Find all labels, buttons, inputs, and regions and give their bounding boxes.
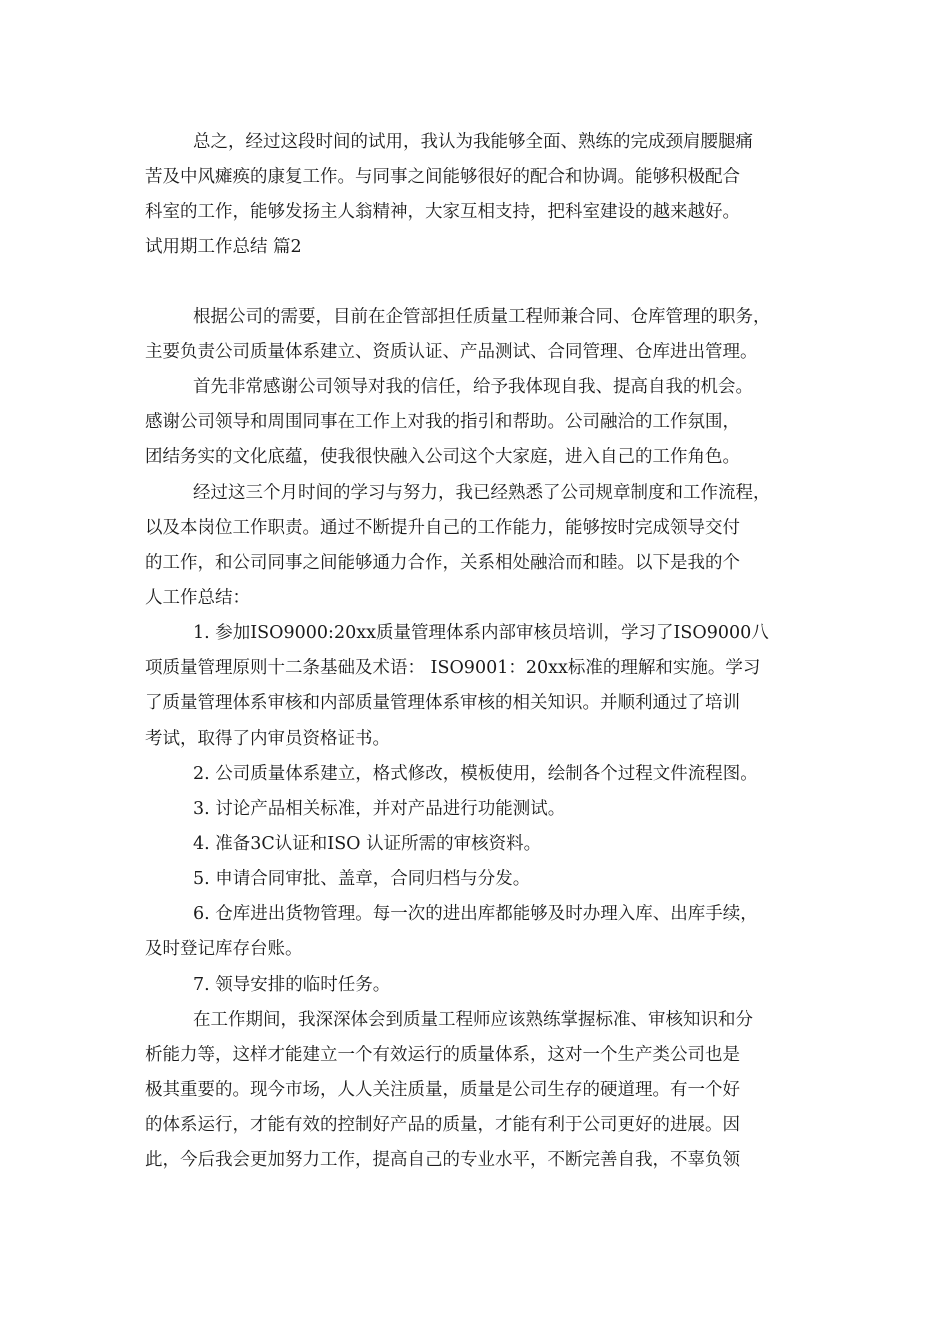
paragraph-5-line-3: 极其重要的。现今市场，人人关注质量，质量是公司生存的硬道理。有一个好 — [145, 1080, 740, 1100]
list-item-6-line-2: 及时登记库存台账。 — [145, 939, 303, 959]
paragraph-4-line-1: 经过这三个月时间的学习与努力，我已经熟悉了公司规章制度和工作流程， — [193, 483, 771, 503]
list-item-6-line-1: 6. 仓库进出货物管理。每一次的进出库都能够及时办理入库、出库手续， — [193, 904, 758, 924]
section-heading: 试用期工作总结 篇2 — [145, 237, 302, 257]
list-item-1-line-4: 考试，取得了内审员资格证书。 — [145, 729, 390, 749]
paragraph-5-line-4: 的体系运行，才能有效的控制好产品的质量，才能有利于公司更好的进展。因 — [145, 1115, 740, 1135]
list-item-7: 7. 领导安排的临时任务。 — [193, 975, 391, 995]
paragraph-1-line-1: 总之，经过这段时间的试用，我认为我能够全面、熟练的完成颈肩腰腿痛 — [193, 132, 753, 152]
list-item-4: 4. 准备3C认证和ISO 认证所需的审核资料。 — [193, 834, 542, 854]
paragraph-4-line-4: 人工作总结： — [145, 588, 250, 608]
paragraph-3-line-3: 团结务实的文化底蕴，使我很快融入公司这个大家庭，进入自己的工作角色。 — [145, 447, 740, 467]
paragraph-4-line-2: 以及本岗位工作职责。通过不断提升自己的工作能力，能够按时完成领导交付 — [145, 518, 740, 538]
list-item-2: 2. 公司质量体系建立，格式修改，模板使用，绘制各个过程文件流程图。 — [193, 764, 758, 784]
paragraph-2-line-2: 主要负责公司质量体系建立、资质认证、产品测试、合同管理、仓库进出管理。 — [145, 342, 758, 362]
paragraph-4-line-3: 的工作，和公司同事之间能够通力合作，关系相处融洽而和睦。以下是我的个 — [145, 553, 740, 573]
paragraph-1-line-3: 科室的工作，能够发扬主人翁精神，大家互相支持，把科室建设的越来越好。 — [145, 202, 740, 222]
list-item-5: 5. 申请合同审批、盖章，合同归档与分发。 — [193, 869, 531, 889]
paragraph-5-line-5: 此，今后我会更加努力工作，提高自己的专业水平，不断完善自我，不辜负领 — [145, 1150, 740, 1170]
list-item-1-line-3: 了质量管理体系审核和内部质量管理体系审核的相关知识。并顺利通过了培训 — [145, 693, 740, 713]
paragraph-1-line-2: 苦及中风瘫痪的康复工作。与同事之间能够很好的配合和协调。能够积极配合 — [145, 167, 740, 187]
paragraph-5-line-2: 析能力等，这样才能建立一个有效运行的质量体系，这对一个生产类公司也是 — [145, 1045, 740, 1065]
paragraph-3-line-2: 感谢公司领导和周围同事在工作上对我的指引和帮助。公司融洽的工作氛围， — [145, 412, 740, 432]
paragraph-2-line-1: 根据公司的需要，目前在企管部担任质量工程师兼合同、仓库管理的职务， — [193, 307, 771, 327]
list-item-1-line-1: 1. 参加ISO9000:20xx质量管理体系内部审核员培训，学习了ISO9000八 — [193, 623, 769, 643]
paragraph-5-line-1: 在工作期间，我深深体会到质量工程师应该熟练掌握标准、审核知识和分 — [193, 1010, 753, 1030]
paragraph-3-line-1: 首先非常感谢公司领导对我的信任，给予我体现自我、提高自我的机会。 — [193, 377, 753, 397]
list-item-3: 3. 讨论产品相关标准，并对产品进行功能测试。 — [193, 799, 566, 819]
list-item-1-line-2: 项质量管理原则十二条基础及术语： ISO9001：20xx标准的理解和实施。学习 — [145, 658, 761, 678]
